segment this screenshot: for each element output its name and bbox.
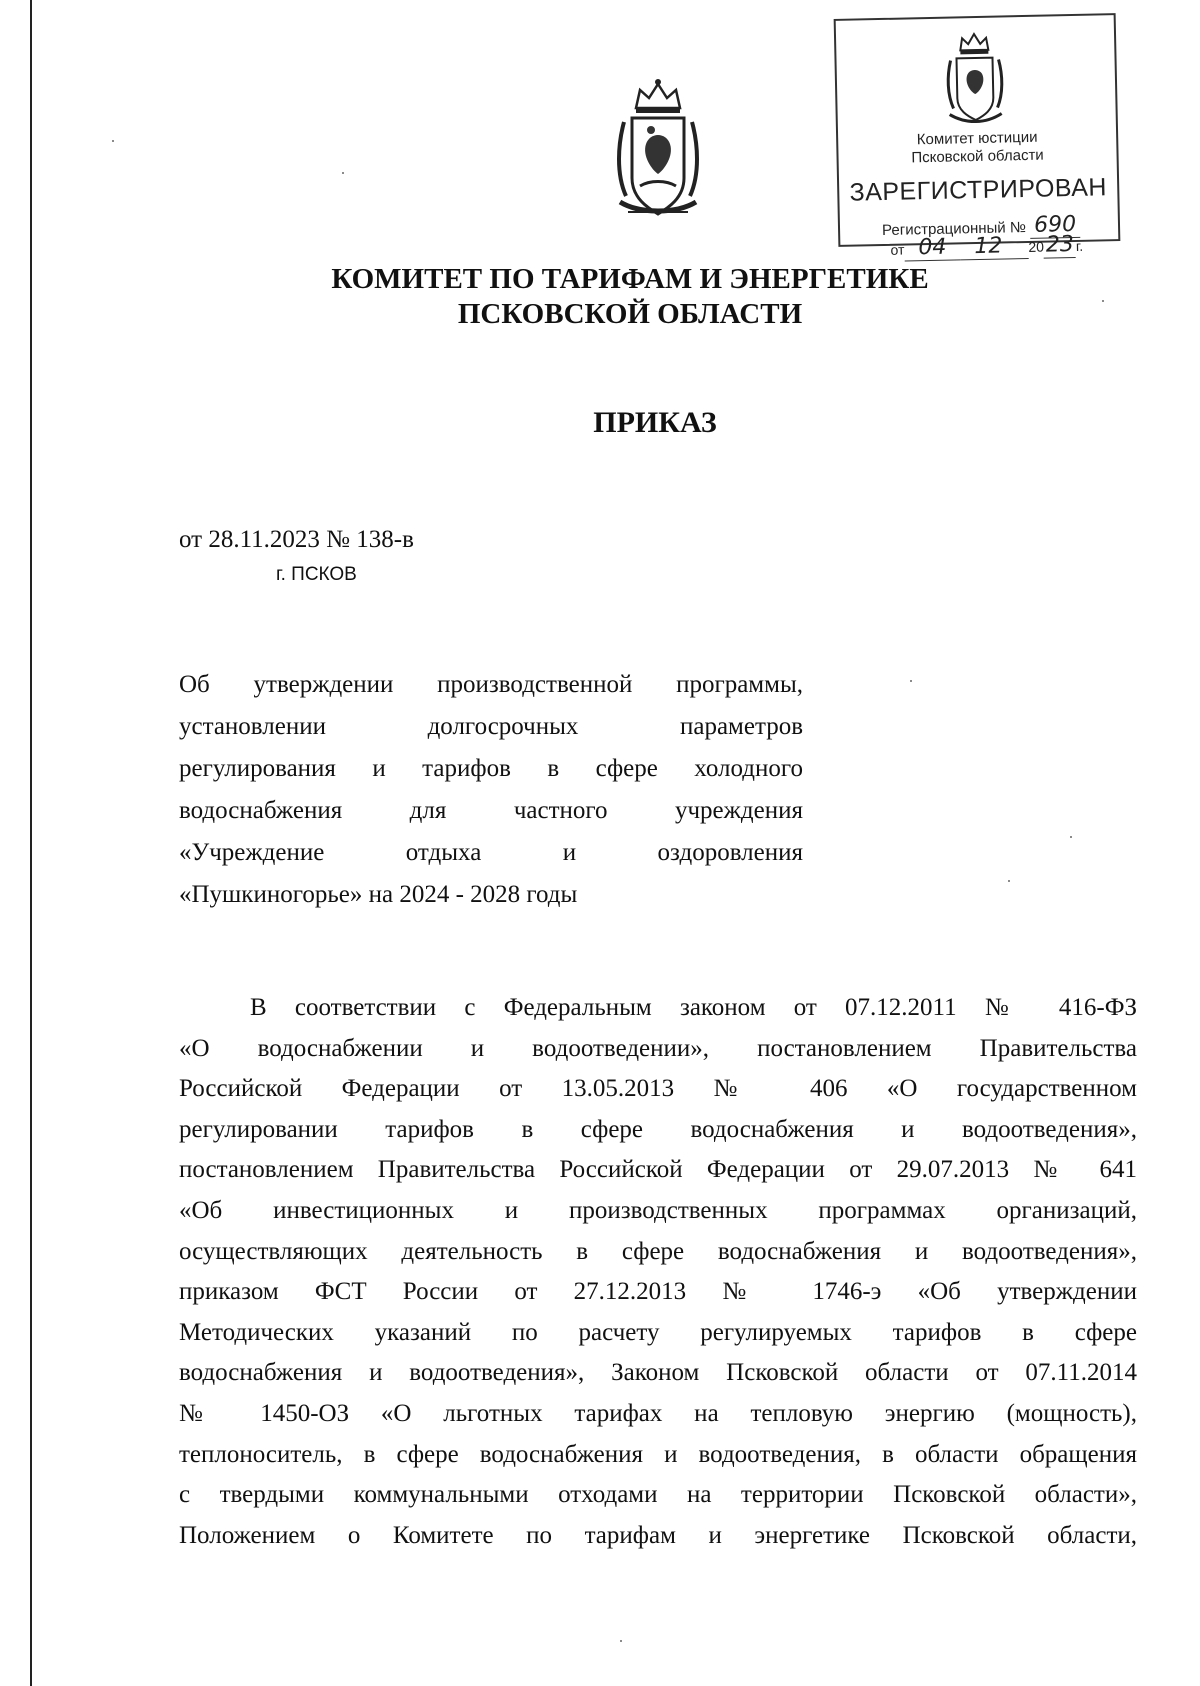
document-body [179, 988, 1137, 1556]
subject-line: «Пушкиногорье» на 2024 - 2028 годы [179, 881, 578, 908]
body-line: постановлением Правительства Российской Федерации от 29.07.2013 № 641 [179, 1156, 1137, 1184]
body-line: Российской Федерации от 13.05.2013 № 406 «О государственном [179, 1075, 1137, 1103]
document-type: ПРИКАЗ [593, 406, 717, 439]
body-line: Методических указаний по расчету регулируемых тарифов в сфере [179, 1318, 1137, 1346]
subject-line: установлении долгосрочных параметров [179, 713, 803, 740]
stamp-reg-number-label: Регистрационный № [881, 218, 1027, 240]
organization-title-line2: ПСКОВСКОЙ ОБЛАСТИ [457, 298, 803, 330]
subject-line: регулирования и тарифов в сфере холодного [179, 755, 803, 782]
organization-title [300, 262, 960, 332]
document-city: г. ПСКОВ [276, 564, 357, 585]
body-line: приказом ФСТ России от 27.12.2013 № 1746-э «Об утверждении [179, 1278, 1137, 1306]
stamp-date-year-suffix: 23 [1044, 232, 1077, 259]
scan-speck [1008, 880, 1010, 882]
body-line: регулировании тарифов в сфере водоснабжения и водоотведения», [179, 1115, 1137, 1143]
body-line: теплоноситель, в сфере водоснабжения и водоотведения, в области обращения [179, 1440, 1137, 1468]
stamp-date-prefix: от [890, 241, 905, 258]
stamp-reg-number-value: 690 [1030, 212, 1081, 239]
body-line: № 1450-ОЗ «О льготных тарифах на тепловую энергию (мощность), [179, 1399, 1137, 1427]
stamp-date-day: 04 [904, 234, 961, 261]
body-line: «О водоснабжении и водоотведении», постановлением Правительства [179, 1034, 1137, 1062]
stamp-coat-of-arms-icon [938, 27, 1012, 128]
document-subject [179, 664, 803, 916]
stamp-registered-label: ЗАРЕГИСТРИРОВАН [849, 173, 1108, 207]
scan-speck [910, 680, 912, 682]
stamp-org-line1: Комитет юстиции [916, 128, 1038, 149]
subject-line: Об утверждении производственной программы, [179, 671, 803, 698]
subject-line: «Учреждение отдыха и оздоровления [179, 839, 803, 866]
body-line: Положением о Комитете по тарифам и энергетике Псковской области, [179, 1521, 1137, 1549]
stamp-date-year-unit: г. [1075, 237, 1084, 254]
subject-line: водоснабжения для частного учреждения [179, 797, 803, 824]
body-line: осуществляющих деятельность в сфере водоснабжения и водоотведения», [179, 1237, 1137, 1265]
body-line: водоснабжения и водоотведения», Законом Псковской области от 07.11.2014 [179, 1359, 1137, 1387]
body-line: В соответствии с Федеральным законом от 07.12.2011 № 416-ФЗ [250, 994, 1137, 1021]
scan-edge-line [30, 0, 32, 1686]
coat-of-arms-icon [606, 74, 710, 224]
registration-stamp [834, 13, 1121, 261]
organization-title-line1: КОМИТЕТ ПО ТАРИФАМ И ЭНЕРГЕТИКЕ [331, 263, 929, 295]
scan-speck [342, 172, 344, 174]
stamp-date-month: 12 [960, 233, 1029, 260]
scan-speck [1102, 300, 1104, 302]
stamp-date-year-prefix: 20 [1028, 238, 1045, 255]
stamp-date [890, 232, 1083, 261]
scan-speck [620, 1640, 622, 1642]
body-line: «Об инвестиционных и производственных программах организаций, [179, 1196, 1137, 1224]
body-line: с твердыми коммунальными отходами на территории Псковской области», [179, 1481, 1137, 1509]
scan-speck [112, 140, 114, 142]
document-date-number: от 28.11.2023 № 138-в [179, 526, 414, 553]
scan-speck [1070, 836, 1072, 838]
stamp-org-line2: Псковской области [911, 146, 1044, 167]
